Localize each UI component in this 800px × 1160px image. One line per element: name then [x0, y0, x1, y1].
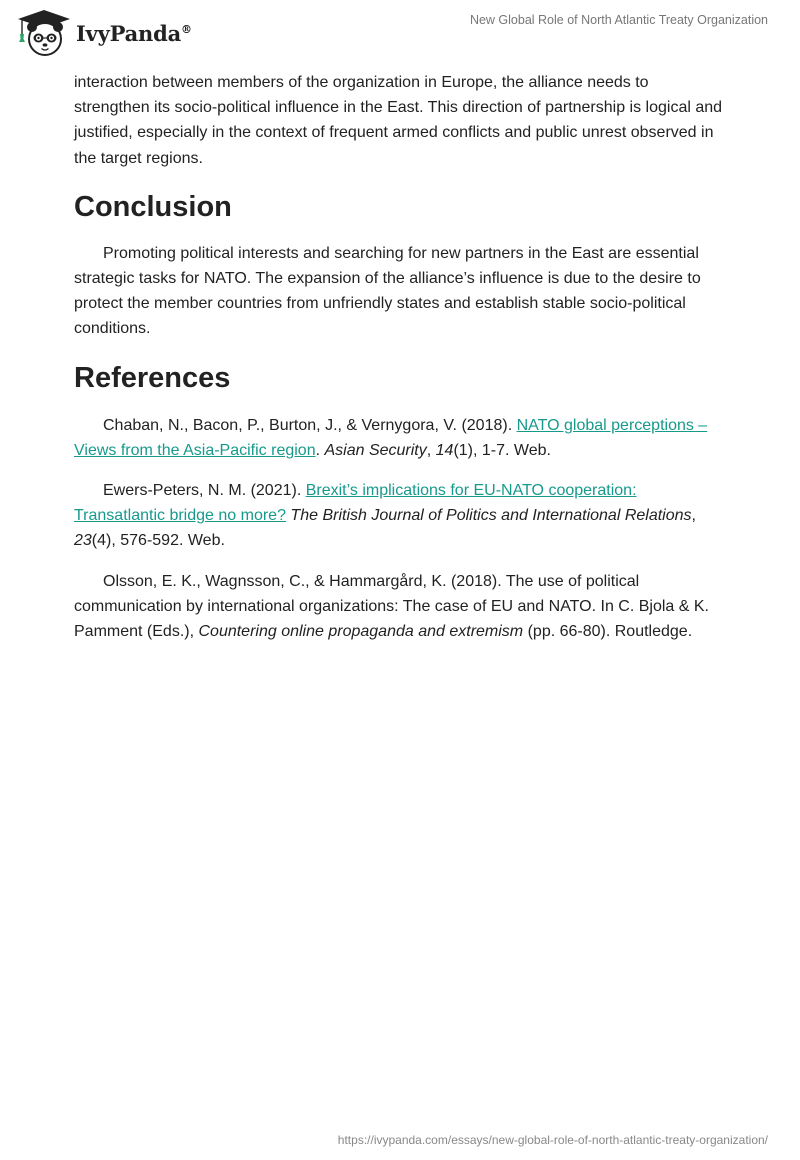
brand-name: IvyPanda® — [76, 20, 192, 46]
reference-authors: Chaban, N., Bacon, P., Burton, J., & Vernygora, V. (2018). — [103, 416, 517, 434]
conclusion-paragraph: Promoting political interests and searching for new partners in the East are essential strategic tasks for NATO. The expansion of the alliance’s influence is due to the desire to protect the member countries from unfriendly states and establish stable socio-political conditions. — [74, 244, 701, 338]
reference-sep: , — [426, 441, 436, 459]
essay-content — [74, 70, 726, 659]
source-url: https://ivypanda.com/essays/new-global-role-of-north-atlantic-treaty-organization/ — [337, 1133, 768, 1147]
reference-item — [74, 569, 726, 645]
ivypanda-logo[interactable] — [14, 8, 192, 58]
reference-volume: 23 — [74, 532, 92, 550]
reference-rest: (pp. 66-80). Routledge. — [523, 623, 693, 641]
document-title: New Global Role of North Atlantic Treaty Organization — [469, 13, 768, 27]
intro-paragraph: interaction between members of the organization in Europe, the alliance needs to strengthen its socio-political influence in the East. This direction of partnership is logical and justified, especially in the context of frequent armed conflicts and public unrest observed in the target regions. — [74, 74, 723, 167]
registered-mark: ® — [181, 22, 192, 36]
reference-punct: . — [315, 441, 325, 459]
reference-authors: Ewers-Peters, N. M. (2021). — [103, 482, 306, 500]
reference-item — [74, 413, 726, 463]
reference-link[interactable]: Brexit’s implications for EU-NATO cooperation: Transatlantic bridge no more? — [74, 482, 637, 525]
reference-rest: (1), 1-7. Web. — [453, 441, 551, 459]
reference-rest: (4), 576-592. Web. — [91, 532, 225, 550]
reference-book-title: Countering online propaganda and extremism — [198, 623, 524, 641]
references-heading: References — [74, 361, 231, 394]
panda-graduate-icon — [14, 8, 74, 58]
conclusion-heading: Conclusion — [74, 190, 232, 223]
reference-journal: The British Journal of Politics and International Relations — [290, 507, 692, 525]
reference-item — [74, 478, 726, 554]
reference-journal: Asian Security — [324, 441, 427, 459]
reference-text: Olsson, E. K., Wagnsson, C., & Hammargård, K. (2018). The use of political communication by international organizations: The case of EU and NATO. In C. Bjola & K. Pamment (Eds.), — [74, 572, 709, 641]
reference-sep: , — [691, 507, 696, 525]
reference-volume: 14 — [435, 441, 454, 459]
reference-link[interactable]: NATO global perceptions – Views from the Asia-Pacific region — [74, 416, 708, 459]
page-header — [0, 0, 800, 70]
